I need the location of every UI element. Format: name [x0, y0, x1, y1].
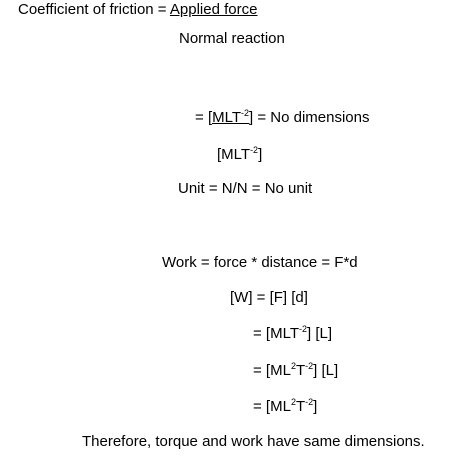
friction-numerator: Applied force	[169, 1, 258, 18]
friction-unit-line: Unit = N/N = No unit	[178, 180, 313, 197]
friction-lhs: Coefficient of friction =	[18, 1, 170, 18]
work-step-3: = $[ML^2T^{-2}]$	[253, 397, 318, 415]
work-definition-line: Work = force * distance = F*d	[162, 254, 358, 271]
conclusion-text: Therefore, torque and work have same dimensions.	[82, 433, 425, 450]
friction-dim-rhs: = No dimensions	[253, 109, 370, 126]
friction-dim-denominator: $[MLT^{-2}]$	[217, 145, 263, 163]
friction-dim-numerator: $[MLT^{-2}]$	[207, 108, 254, 126]
friction-denominator: Normal reaction	[179, 30, 285, 47]
friction-dim-equals: =	[195, 109, 208, 126]
work-dimensions-line: [W] = [F] [d]	[230, 289, 308, 306]
friction-dimension-line	[195, 109, 370, 127]
work-step-1: = $[MLT^{-2}]$ [L]	[253, 324, 333, 342]
friction-definition-line	[18, 1, 257, 19]
work-step-2: = $[ML^2T^{-2}]$ [L]	[253, 361, 339, 379]
